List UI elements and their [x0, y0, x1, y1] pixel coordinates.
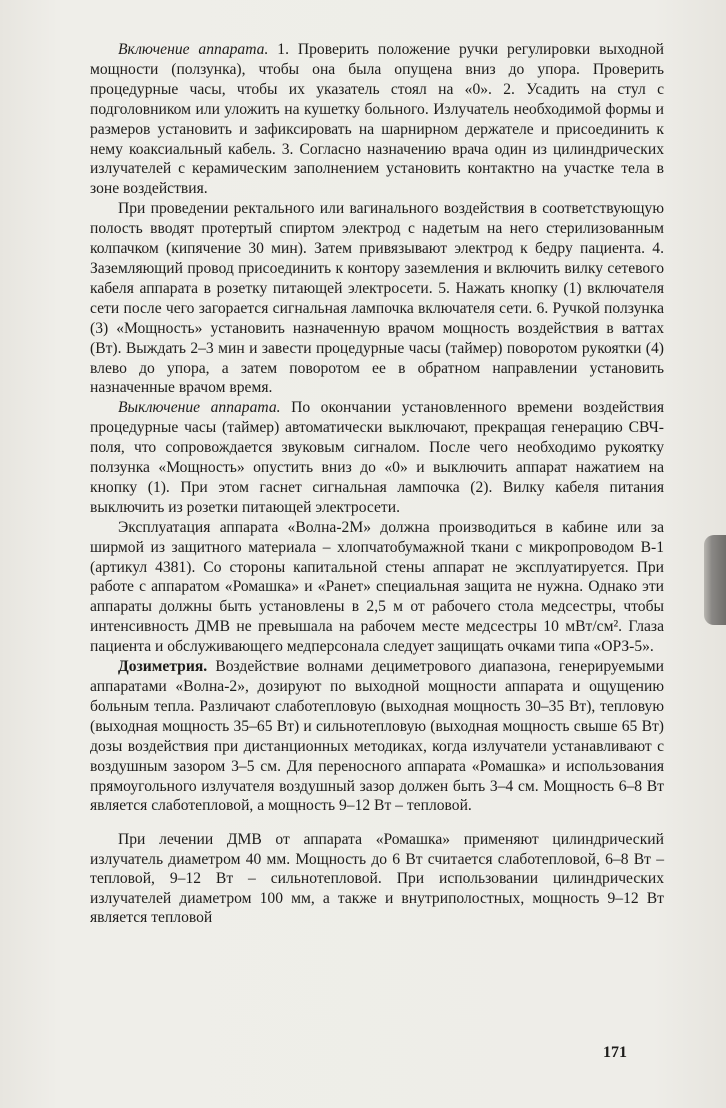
paragraph-text: По окончании установленного времени воздействия процедурные часы (таймер) автоматически выключают, прекращая генерацию СВЧ-поля, что сопровождается звуковым сигналом. После чего необходимо рукоятку ползунка «Мощность» опустить вниз до «0» и выключить аппарат нажатием на кнопку (1). При этом гаснет сигнальная лампочка (2). Вилку кабеля питания выключить из розетки питающей электросети.	[90, 399, 664, 516]
paragraph-rectal-vaginal	[90, 199, 664, 398]
paragraph-lead: Дозиметрия.	[118, 658, 208, 676]
paragraph-romashka-treatment	[90, 830, 664, 927]
page-edge-tab	[704, 535, 726, 625]
body-text	[90, 40, 664, 927]
page-number: 171	[603, 1044, 627, 1061]
paragraph-switch-off	[90, 398, 664, 517]
paragraph-text: Эксплуатация аппарата «Волна-2М» должна производиться в кабине или за ширмой из защитного материала – хлопчатобумажной ткани с микропроводом В-1 (артикул 4381). Со стороны капитальной стены аппарат не эксплуатируется. При работе с аппаратом «Ромашка» и «Ранет» специальная защита не нужна. Однако эти аппараты должны быть установлены в 2,5 м от рабочего стола медсестры, чтобы интенсивность ДМВ не превышала на рабочем месте медсестры 10 мВт/см². Глаза пациента и обслуживающего медперсонала следует защищать очками типа «ОРЗ-5».	[90, 518, 664, 656]
paragraph-text: При лечении ДМВ от аппарата «Ромашка» применяют цилиндрический излучатель диаметром 40 мм. Мощность до 6 Вт считается слаботепловой, 6–8 Вт – тепловой, 9–12 Вт – сильнотепловой. При использовании цилиндрических излучателей диаметром 100 мм, а также и внутриполостных, мощность 9–12 Вт является тепловой	[90, 831, 664, 926]
paragraph-lead: Включение аппарата.	[118, 41, 269, 58]
paragraph-switch-on	[90, 40, 664, 199]
paragraph-operation	[90, 518, 664, 657]
paragraph-text: Воздействие волнами дециметрового диапазона, генерируемыми аппаратами «Волна-2», дозируют по выходной мощности аппарата и ощущению больным тепла. Различают слаботепловую (выходная мощность 30–35 Вт), тепловую (выходная мощность 35–65 Вт) и сильнотепловую (выходная мощность свыше 65 Вт) дозы воздействия при дистанционных методиках, когда излучатели устанавливают с воздушным зазором 3–5 см. Для переносного аппарата «Ромашка» и использования прямоугольного излучателя воздушный зазор должен быть 3–4 см. Мощность 6–8 Вт является слаботепловой, а мощность 9–12 Вт – тепловой.	[90, 658, 665, 815]
paragraph-text: 1. Проверить положение ручки регулировки выходной мощности (ползунка), чтобы она была опущена вниз до упора. Проверить процедурные часы, чтобы их указатель стоял на «0». 2. Усадить на стул с подголовником или уложить на кушетку больного. Излучатель необходимой формы и размеров установить и зафиксировать на шарнирном держателе и присоединить к нему коаксиальный кабель. 3. Согласно назначению врача один из цилиндрических излучателей с керамическим заполнением установить контактно на участке тела в зоне воздействия.	[90, 41, 664, 198]
paragraph-lead: Выключение аппарата.	[118, 399, 281, 417]
paragraph-text: При проведении ректального или вагинального воздействия в соответствующую полость вводят протертый спиртом электрод с надетым на него стерилизованным колпачком (кипячение 30 мин). Затем привязывают электрод к бедру пациента. 4. Заземляющий провод присоединить к контору заземления и включить вилку сетевого кабеля аппарата в розетку питающей электросети. 5. Нажать кнопку (1) включателя сети после чего загорается сигнальная лампочка включателя сети. 6. Ручкой ползунка (3) «Мощность» установить назначенную врачом мощность воздействия в ваттах (Вт). Выждать 2–3 мин и завести процедурные часы (таймер) поворотом рукоятки (4) влево до упора, а затем поворотом ее в обратном направлении установить назначенные врачом время.	[90, 200, 664, 397]
paragraph-dosimetry	[90, 657, 664, 816]
